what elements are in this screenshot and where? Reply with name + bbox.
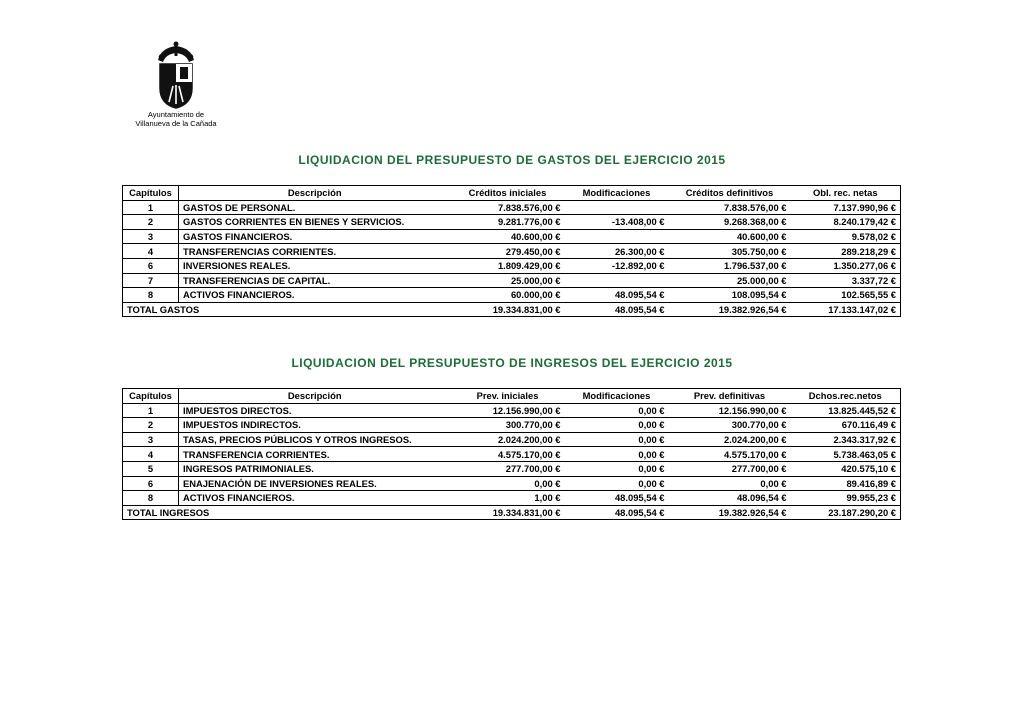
total-amount: 19.382.926,54 € bbox=[669, 302, 791, 317]
amount-cell: 305.750,00 € bbox=[669, 244, 791, 259]
logo-caption-line1: Ayuntamiento de bbox=[147, 110, 205, 119]
amount-cell: 0,00 € bbox=[669, 476, 791, 491]
amount-cell: 420.575,10 € bbox=[791, 461, 901, 476]
amount-cell: 12.156.990,00 € bbox=[451, 403, 565, 418]
total-label: TOTAL GASTOS bbox=[123, 302, 451, 317]
column-header: Descripción bbox=[179, 389, 451, 404]
column-header: Descripción bbox=[179, 186, 451, 201]
amount-cell: 99.955,23 € bbox=[791, 491, 901, 506]
amount-cell: 25.000,00 € bbox=[669, 273, 791, 288]
row-description: IMPUESTOS INDIRECTOS. bbox=[179, 418, 451, 433]
row-description: TRANSFERENCIAS DE CAPITAL. bbox=[179, 273, 451, 288]
amount-cell: 0,00 € bbox=[565, 403, 669, 418]
amount-cell: 60.000,00 € bbox=[451, 288, 565, 303]
coat-of-arms-icon bbox=[153, 40, 199, 110]
row-description: GASTOS CORRIENTES EN BIENES Y SERVICIOS. bbox=[179, 215, 451, 230]
amount-cell bbox=[565, 229, 669, 244]
table-header-row bbox=[123, 389, 901, 404]
row-description: TRANSFERENCIA CORRIENTES. bbox=[179, 447, 451, 462]
row-description: GASTOS FINANCIEROS. bbox=[179, 229, 451, 244]
amount-cell: 9.281.776,00 € bbox=[451, 215, 565, 230]
column-header: Créditos iniciales bbox=[451, 186, 565, 201]
table-row bbox=[123, 461, 901, 476]
amount-cell: 1.809.429,00 € bbox=[451, 258, 565, 273]
amount-cell: 48.096,54 € bbox=[669, 491, 791, 506]
table-header-row bbox=[123, 186, 901, 201]
amount-cell: 3.337,72 € bbox=[791, 273, 901, 288]
amount-cell: 289.218,29 € bbox=[791, 244, 901, 259]
total-row bbox=[123, 302, 901, 317]
chapter-number: 2 bbox=[123, 418, 179, 433]
table-row bbox=[123, 432, 901, 447]
table-row bbox=[123, 244, 901, 259]
total-label: TOTAL INGRESOS bbox=[123, 505, 451, 520]
ingresos-table bbox=[122, 388, 901, 520]
total-row bbox=[123, 505, 901, 520]
total-amount: 48.095,54 € bbox=[565, 505, 669, 520]
amount-cell: 8.240.179,42 € bbox=[791, 215, 901, 230]
amount-cell: 1,00 € bbox=[451, 491, 565, 506]
total-amount: 19.382.926,54 € bbox=[669, 505, 791, 520]
amount-cell: 0,00 € bbox=[565, 461, 669, 476]
chapter-number: 7 bbox=[123, 273, 179, 288]
table-row bbox=[123, 258, 901, 273]
amount-cell: 277.700,00 € bbox=[451, 461, 565, 476]
total-amount: 23.187.290,20 € bbox=[791, 505, 901, 520]
row-description: ENAJENACIÓN DE INVERSIONES REALES. bbox=[179, 476, 451, 491]
municipal-logo bbox=[128, 40, 224, 128]
amount-cell: 300.770,00 € bbox=[451, 418, 565, 433]
amount-cell: 7.838.576,00 € bbox=[451, 200, 565, 215]
chapter-number: 8 bbox=[123, 491, 179, 506]
amount-cell: 26.300,00 € bbox=[565, 244, 669, 259]
amount-cell: -12.892,00 € bbox=[565, 258, 669, 273]
table-row bbox=[123, 476, 901, 491]
row-description: INVERSIONES REALES. bbox=[179, 258, 451, 273]
amount-cell: 1.350.277,06 € bbox=[791, 258, 901, 273]
table-row bbox=[123, 491, 901, 506]
chapter-number: 3 bbox=[123, 432, 179, 447]
column-header: Prev. definitivas bbox=[669, 389, 791, 404]
amount-cell: 25.000,00 € bbox=[451, 273, 565, 288]
row-description: GASTOS DE PERSONAL. bbox=[179, 200, 451, 215]
table-row bbox=[123, 215, 901, 230]
column-header: Créditos definitivos bbox=[669, 186, 791, 201]
chapter-number: 3 bbox=[123, 229, 179, 244]
amount-cell: 7.838.576,00 € bbox=[669, 200, 791, 215]
amount-cell: 2.024.200,00 € bbox=[669, 432, 791, 447]
amount-cell: 2.343.317,92 € bbox=[791, 432, 901, 447]
logo-caption-line2: Villanueva de la Cañada bbox=[135, 119, 217, 128]
table-row bbox=[123, 200, 901, 215]
amount-cell: 4.575.170,00 € bbox=[669, 447, 791, 462]
chapter-number: 6 bbox=[123, 476, 179, 491]
chapter-number: 4 bbox=[123, 244, 179, 259]
amount-cell: 9.268.368,00 € bbox=[669, 215, 791, 230]
amount-cell bbox=[565, 200, 669, 215]
amount-cell: 7.137.990,96 € bbox=[791, 200, 901, 215]
total-amount: 19.334.831,00 € bbox=[451, 505, 565, 520]
column-header: Obl. rec. netas bbox=[791, 186, 901, 201]
column-header: Modificaciones bbox=[565, 389, 669, 404]
ingresos-title: LIQUIDACION DEL PRESUPUESTO DE INGRESOS DEL EJERCICIO 2015 bbox=[291, 356, 733, 370]
row-description: ACTIVOS FINANCIEROS. bbox=[179, 491, 451, 506]
amount-cell: 108.095,54 € bbox=[669, 288, 791, 303]
total-amount: 19.334.831,00 € bbox=[451, 302, 565, 317]
amount-cell: -13.408,00 € bbox=[565, 215, 669, 230]
table-row bbox=[123, 229, 901, 244]
amount-cell bbox=[565, 273, 669, 288]
chapter-number: 1 bbox=[123, 200, 179, 215]
amount-cell: 0,00 € bbox=[565, 432, 669, 447]
table-row bbox=[123, 447, 901, 462]
amount-cell: 279.450,00 € bbox=[451, 244, 565, 259]
chapter-number: 4 bbox=[123, 447, 179, 462]
amount-cell: 277.700,00 € bbox=[669, 461, 791, 476]
table-row bbox=[123, 418, 901, 433]
amount-cell: 4.575.170,00 € bbox=[451, 447, 565, 462]
amount-cell: 48.095,54 € bbox=[565, 491, 669, 506]
table-row bbox=[123, 403, 901, 418]
column-header: Capítulos bbox=[123, 389, 179, 404]
amount-cell: 40.600,00 € bbox=[669, 229, 791, 244]
gastos-title: LIQUIDACION DEL PRESUPUESTO DE GASTOS DEL EJERCICIO 2015 bbox=[298, 153, 726, 167]
column-header: Capítulos bbox=[123, 186, 179, 201]
amount-cell: 670.116,49 € bbox=[791, 418, 901, 433]
amount-cell: 0,00 € bbox=[565, 418, 669, 433]
amount-cell: 2.024.200,00 € bbox=[451, 432, 565, 447]
amount-cell: 300.770,00 € bbox=[669, 418, 791, 433]
amount-cell: 5.738.463,05 € bbox=[791, 447, 901, 462]
amount-cell: 9.578,02 € bbox=[791, 229, 901, 244]
row-description: TASAS, PRECIOS PÚBLICOS Y OTROS INGRESOS. bbox=[179, 432, 451, 447]
total-amount: 48.095,54 € bbox=[565, 302, 669, 317]
table-row bbox=[123, 273, 901, 288]
amount-cell: 1.796.537,00 € bbox=[669, 258, 791, 273]
row-description: TRANSFERENCIAS CORRIENTES. bbox=[179, 244, 451, 259]
chapter-number: 6 bbox=[123, 258, 179, 273]
total-amount: 17.133.147,02 € bbox=[791, 302, 901, 317]
chapter-number: 8 bbox=[123, 288, 179, 303]
amount-cell: 48.095,54 € bbox=[565, 288, 669, 303]
column-header: Prev. iniciales bbox=[451, 389, 565, 404]
row-description: ACTIVOS FINANCIEROS. bbox=[179, 288, 451, 303]
chapter-number: 5 bbox=[123, 461, 179, 476]
table-row bbox=[123, 288, 901, 303]
amount-cell: 0,00 € bbox=[565, 447, 669, 462]
amount-cell: 0,00 € bbox=[451, 476, 565, 491]
column-header: Dchos.rec.netos bbox=[791, 389, 901, 404]
column-header: Modificaciones bbox=[565, 186, 669, 201]
row-description: INGRESOS PATRIMONIALES. bbox=[179, 461, 451, 476]
amount-cell: 0,00 € bbox=[565, 476, 669, 491]
amount-cell: 40.600,00 € bbox=[451, 229, 565, 244]
row-description: IMPUESTOS DIRECTOS. bbox=[179, 403, 451, 418]
chapter-number: 2 bbox=[123, 215, 179, 230]
amount-cell: 89.416,89 € bbox=[791, 476, 901, 491]
chapter-number: 1 bbox=[123, 403, 179, 418]
amount-cell: 102.565,55 € bbox=[791, 288, 901, 303]
amount-cell: 13.825.445,52 € bbox=[791, 403, 901, 418]
gastos-table bbox=[122, 185, 901, 317]
amount-cell: 12.156.990,00 € bbox=[669, 403, 791, 418]
